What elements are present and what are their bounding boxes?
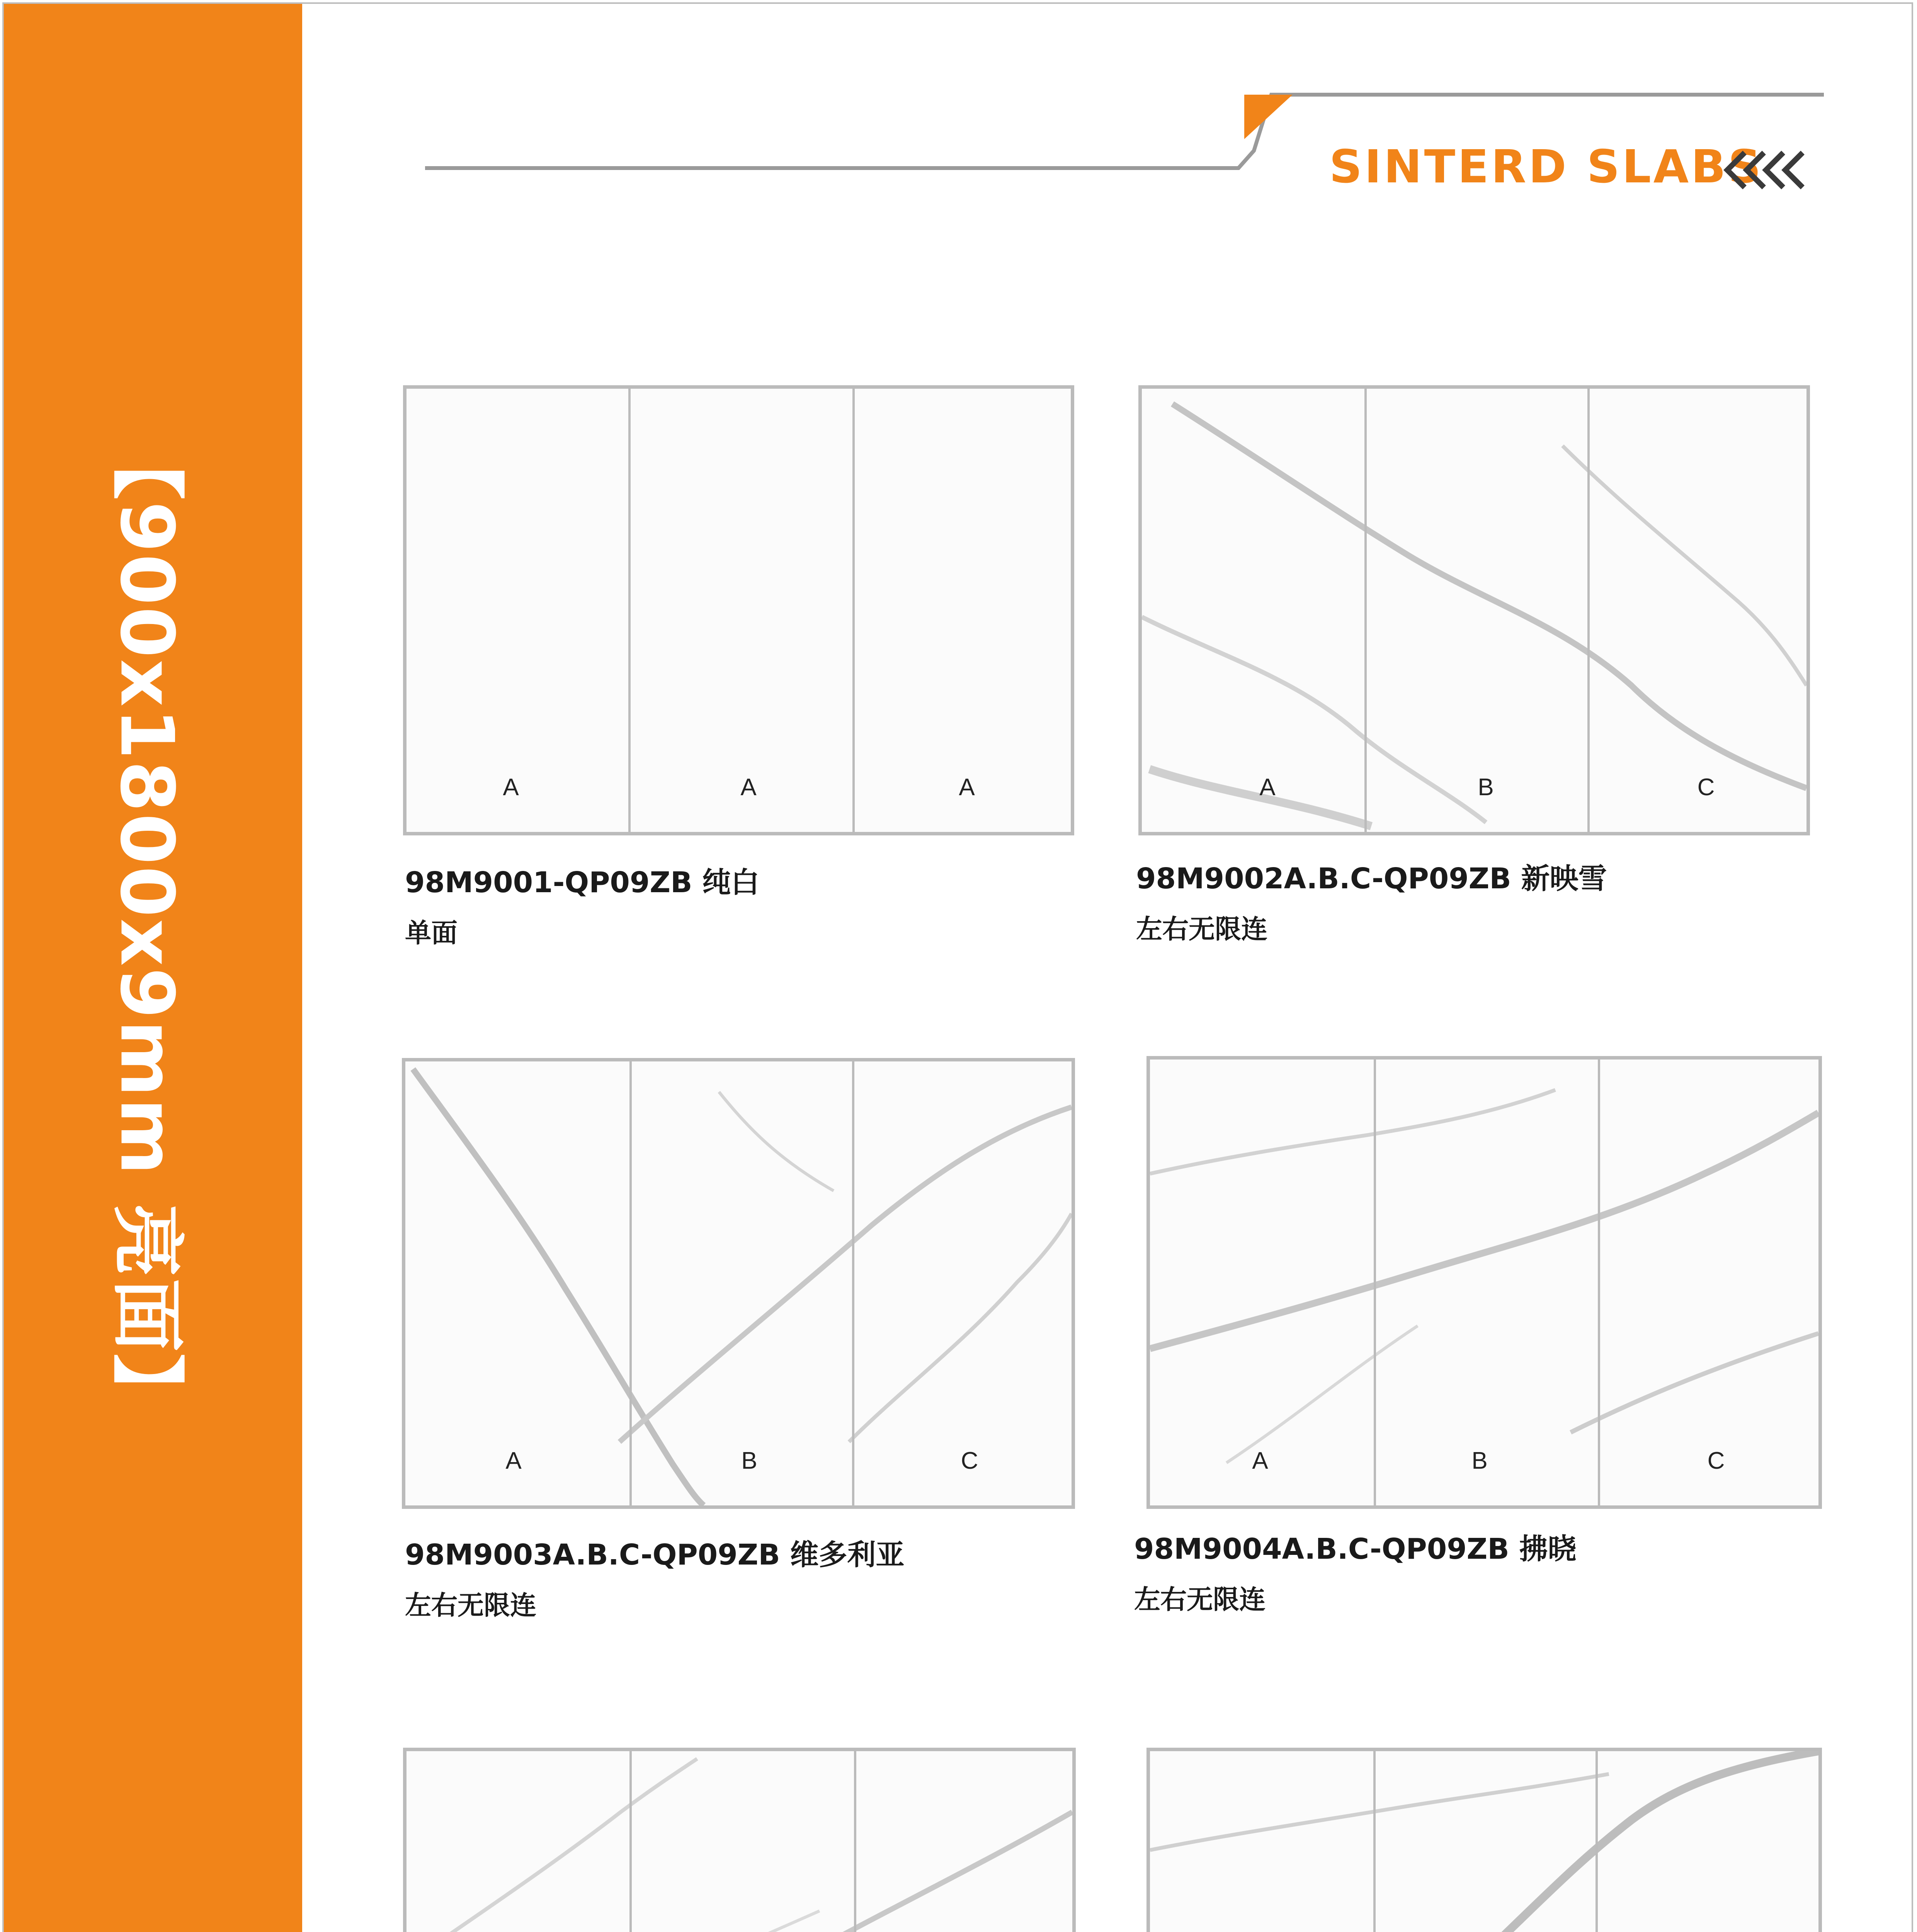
slab-divider — [628, 389, 631, 832]
product-note: 单面 — [405, 918, 458, 949]
slab-label: C — [961, 1447, 978, 1474]
tile-set — [1138, 385, 1810, 835]
product-note: 左右无限连 — [1134, 1585, 1266, 1615]
product-caption — [405, 860, 759, 950]
slab-label: A — [740, 774, 757, 801]
brand-title: SINTERD SLABS — [1329, 140, 1764, 193]
product-note: 左右无限连 — [1136, 914, 1268, 945]
slab-divider — [1373, 1751, 1376, 1932]
side-band-title: 【900x1800x9mm 亮面】 — [104, 426, 190, 1429]
marble-vein-pattern — [407, 1751, 1072, 1932]
slab-label: A — [505, 1447, 522, 1474]
slab-label: A — [1252, 1447, 1268, 1474]
slab-divider — [852, 1061, 854, 1505]
slab-label: A — [503, 774, 519, 801]
slab-divider — [1596, 1751, 1598, 1932]
slab-divider — [1364, 389, 1367, 832]
marble-vein-pattern — [1142, 389, 1806, 832]
tile-set — [1146, 1056, 1822, 1509]
slab-label: B — [741, 1447, 757, 1474]
slab-label: A — [1259, 774, 1276, 801]
slab-divider — [629, 1751, 632, 1932]
product-caption — [405, 1532, 905, 1622]
slab-label: C — [1697, 774, 1715, 801]
product-code: 98M9001-QP09ZB 纯白 — [405, 866, 760, 899]
tile-set — [403, 1748, 1076, 1932]
slab-label: A — [959, 774, 975, 801]
slab-divider — [1374, 1060, 1376, 1505]
slab-label: B — [1478, 774, 1494, 801]
slab-divider — [629, 1061, 632, 1505]
product-caption — [1136, 856, 1607, 946]
marble-vein-pattern — [1150, 1751, 1818, 1932]
tile-set — [403, 385, 1074, 835]
product-code: 98M9004A.B.C-QP09ZB 拂晓 — [1134, 1532, 1577, 1566]
tile-set — [402, 1058, 1075, 1509]
slab-label: B — [1471, 1447, 1488, 1474]
product-code: 98M9002A.B.C-QP09ZB 新映雪 — [1136, 862, 1607, 895]
slab-divider — [854, 1751, 856, 1932]
chevrons-icon — [1721, 149, 1810, 191]
slab-divider — [1587, 389, 1590, 832]
slab-divider — [1598, 1060, 1600, 1505]
tile-set — [1146, 1748, 1822, 1932]
product-caption — [1134, 1526, 1577, 1616]
product-note: 左右无限连 — [405, 1590, 537, 1621]
product-code: 98M9003A.B.C-QP09ZB 维多利亚 — [405, 1538, 905, 1571]
marble-vein-pattern — [1150, 1060, 1818, 1505]
slab-divider — [852, 389, 855, 832]
marble-vein-pattern — [405, 1061, 1072, 1505]
slab-label: C — [1707, 1447, 1725, 1474]
